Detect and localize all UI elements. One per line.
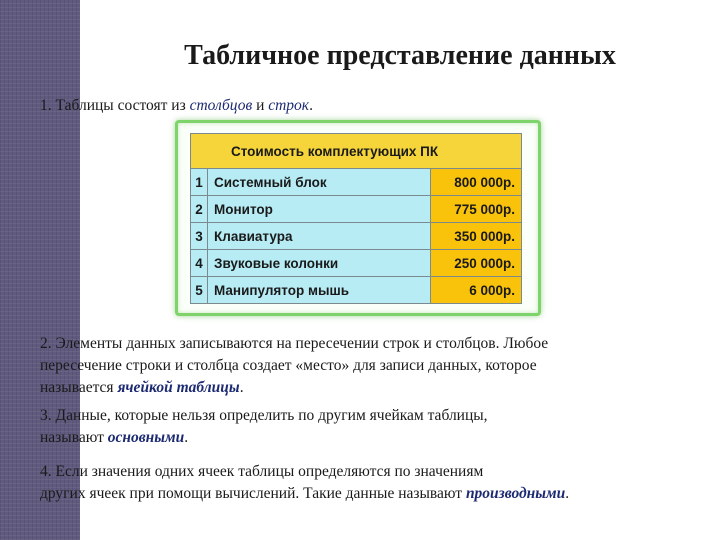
p2-line-1: 2. Элементы данных записываются на пересечении строк и столбцов. Любое [40,335,549,352]
p1-mid: и [252,97,269,114]
row-number: 2 [191,196,208,223]
row-number: 3 [191,223,208,250]
sidebar-decoration [0,0,80,540]
paragraph-3 [40,405,488,449]
p3-line-2-suffix: . [184,429,189,446]
p1-suffix: . [309,97,313,114]
row-name: Системный блок [208,169,431,196]
table-header-row [191,134,522,169]
row-price: 6 000р. [431,277,522,304]
p4-emphasis-derived: производными [465,485,566,502]
row-number: 1 [191,169,208,196]
p4-line-1: 4. Если значения одних ячеек таблицы определяются по значениям [40,463,484,480]
p3-line-1: 3. Данные, которые нельзя определить по другим ячейкам таблицы, [40,407,488,424]
paragraph-2 [40,333,548,399]
p2-emphasis-cell: ячейкой таблицы [117,379,240,396]
table-row [191,169,522,196]
slide-title: Табличное представление данных [184,40,616,71]
table-row [191,277,522,304]
row-price: 250 000р. [431,250,522,277]
p4-line-2-suffix: . [565,485,570,502]
row-price: 350 000р. [431,223,522,250]
row-price: 775 000р. [431,196,522,223]
row-name: Клавиатура [208,223,431,250]
p2-line-3-suffix: . [239,379,244,396]
paragraph-1 [40,95,313,117]
p1-prefix: 1. Таблицы состоят из [40,97,190,114]
p2-line-3-prefix: называется [40,379,118,396]
row-name: Монитор [208,196,431,223]
paragraph-4 [40,461,569,505]
table-row [191,223,522,250]
row-name: Звуковые колонки [208,250,431,277]
table-frame [175,120,541,316]
row-number: 5 [191,277,208,304]
row-name: Манипулятор мышь [208,277,431,304]
table-row [191,250,522,277]
table-row [191,196,522,223]
components-cost-table [190,133,522,304]
p1-emphasis-rows: строк [268,97,310,114]
row-price: 800 000р. [431,169,522,196]
row-number: 4 [191,250,208,277]
p3-emphasis-basic: основными [107,429,185,446]
p1-emphasis-columns: столбцов [189,97,253,114]
table-header: Стоимость комплектующих ПК [191,134,522,169]
p2-line-2: пересечение строки и столбца создает «место» для записи данных, которое [40,357,537,374]
p4-line-2-prefix: других ячеек при помощи вычислений. Такие данные называют [40,485,466,502]
p3-line-2-prefix: называют [40,429,108,446]
